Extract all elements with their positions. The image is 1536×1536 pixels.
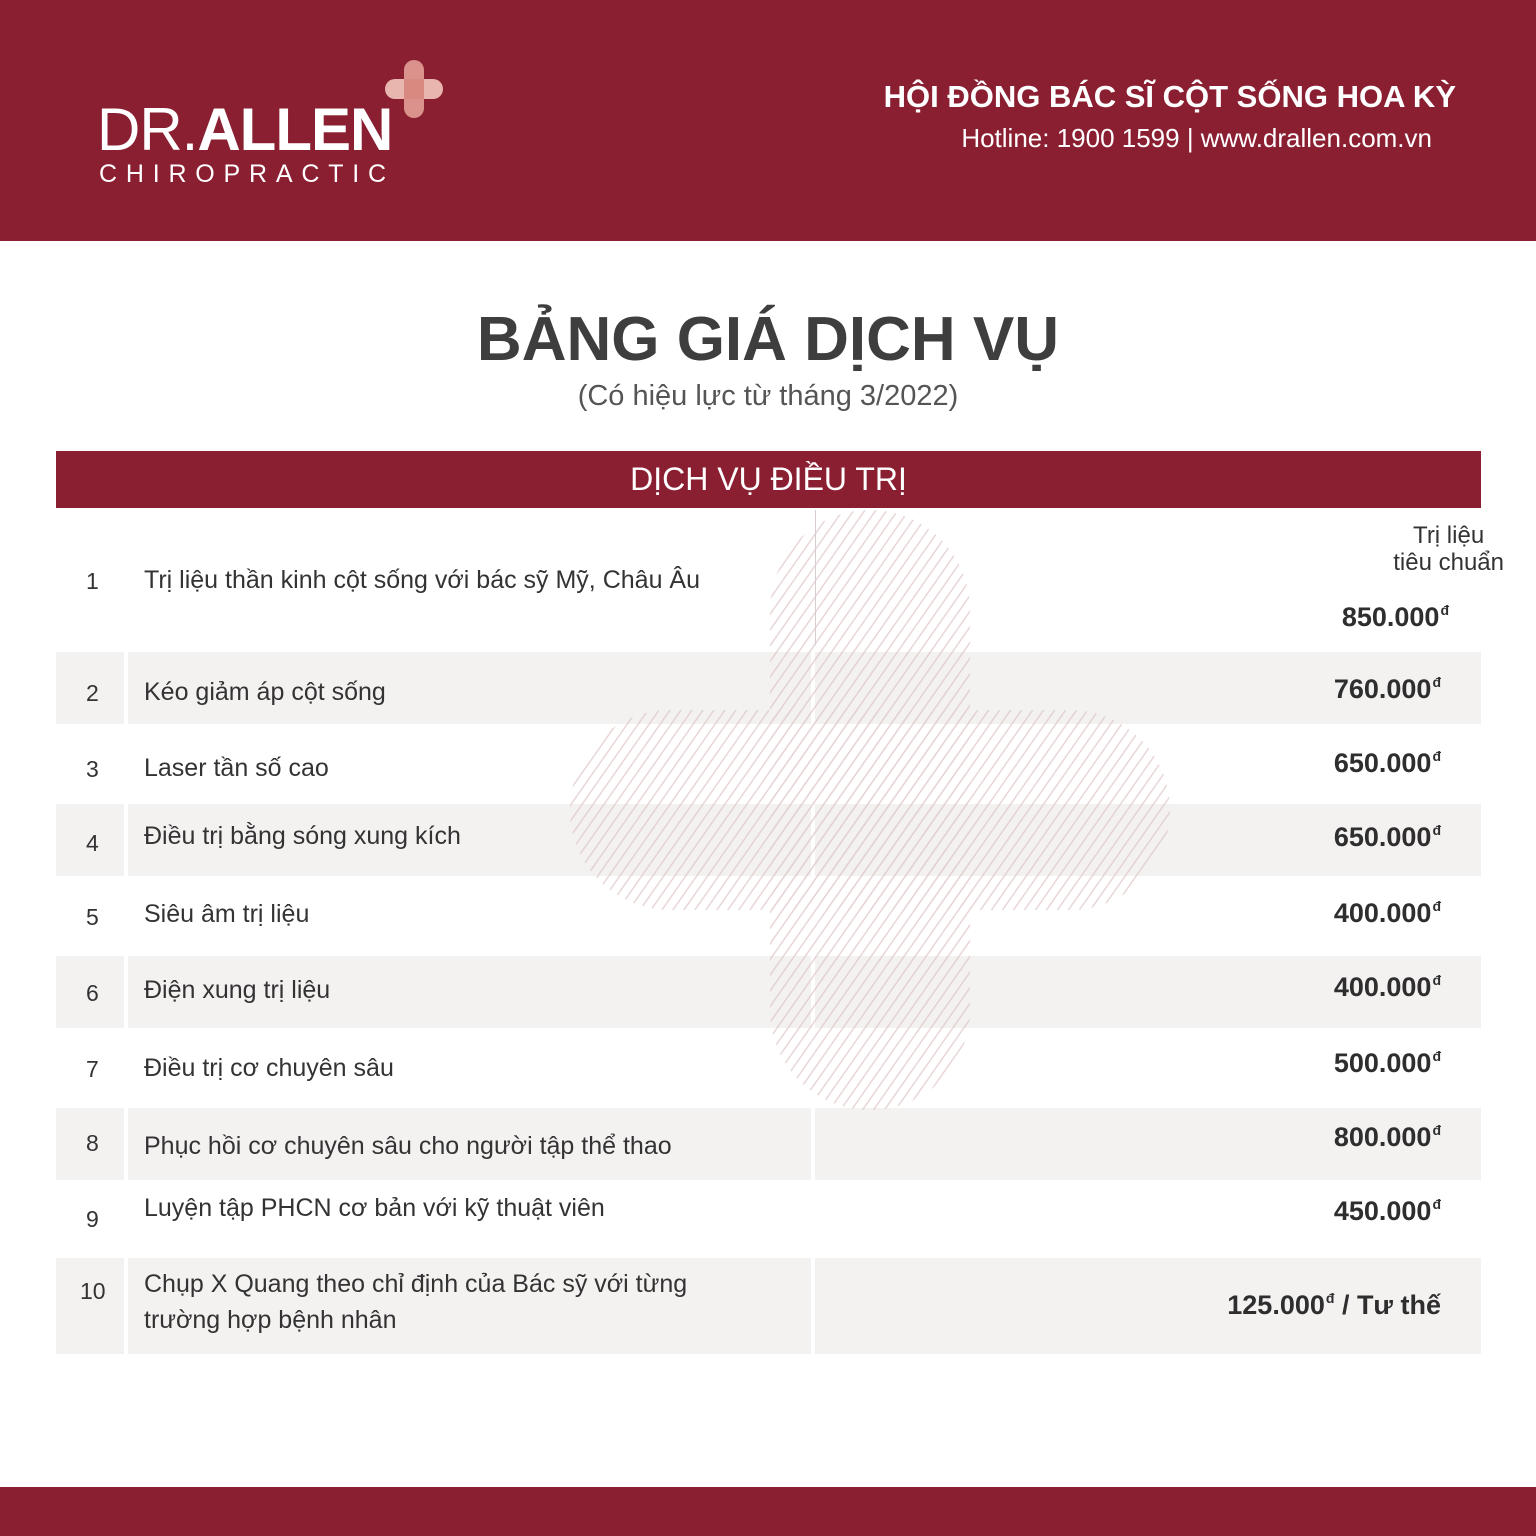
service-name: Điều trị bằng sóng xung kích xyxy=(144,822,461,850)
service-name: Điện xung trị liệu xyxy=(144,976,331,1004)
table-row xyxy=(56,1030,1481,1106)
table-row xyxy=(56,878,1481,954)
row-number: 4 xyxy=(86,830,99,856)
table-row xyxy=(56,1182,1481,1256)
row-number: 5 xyxy=(86,904,99,930)
service-price xyxy=(1334,1048,1441,1079)
row-number-cell xyxy=(56,1258,124,1354)
row-number: 10 xyxy=(80,1278,106,1304)
price-value: 125.000 xyxy=(1227,1290,1325,1320)
service-name: Phục hồi cơ chuyên sâu cho người tập thể thao xyxy=(144,1132,672,1160)
service-name-line1: Chụp X Quang theo chỉ định của Bác sỹ với từng xyxy=(144,1270,688,1298)
logo-prefix: DR. xyxy=(97,96,198,163)
price-value: 650.000 xyxy=(1333,748,1432,778)
standard-therapy-label-line1: Trị liệu xyxy=(1413,522,1485,549)
price-value: 450.000 xyxy=(1333,1196,1432,1226)
currency-symbol: đ xyxy=(1440,602,1449,618)
price-value: 500.000 xyxy=(1333,1048,1432,1078)
service-price xyxy=(1227,1290,1441,1321)
currency-symbol: đ xyxy=(1432,822,1441,838)
service-price xyxy=(1334,1122,1441,1153)
row-number: 6 xyxy=(86,980,99,1006)
row-number: 8 xyxy=(86,1130,99,1156)
service-price xyxy=(1334,748,1441,779)
service-price xyxy=(1334,972,1441,1003)
logo-name: ALLEN xyxy=(197,96,393,163)
price-value: 400.000 xyxy=(1333,972,1432,1002)
table-row xyxy=(56,1258,1481,1354)
footer-banner xyxy=(0,1487,1536,1536)
service-name: Kéo giảm áp cột sống xyxy=(144,678,386,706)
service-name: Laser tần số cao xyxy=(144,754,329,782)
currency-symbol: đ xyxy=(1432,1048,1441,1064)
row-number: 3 xyxy=(86,756,99,782)
table-row xyxy=(56,726,1481,802)
service-name: Trị liệu thần kinh cột sống với bác sỹ Mỹ, Châu Âu xyxy=(144,566,700,594)
table-row xyxy=(56,956,1481,1028)
service-name: Luyện tập PHCN cơ bản với kỹ thuật viên xyxy=(144,1194,605,1222)
service-price xyxy=(1334,674,1441,705)
table-row xyxy=(56,510,1481,650)
section-header: DỊCH VỤ ĐIỀU TRỊ xyxy=(56,451,1481,508)
service-name-line2: trường hợp bệnh nhân xyxy=(144,1306,397,1334)
service-price xyxy=(1334,822,1441,853)
service-price xyxy=(1334,898,1441,929)
header-banner xyxy=(0,0,1536,241)
organization-name: HỘI ĐỒNG BÁC SĨ CỘT SỐNG HOA KỲ xyxy=(883,79,1456,114)
price-value: 850.000 xyxy=(1341,602,1440,632)
currency-symbol: đ xyxy=(1432,972,1441,988)
brand-logo xyxy=(97,96,393,163)
service-price xyxy=(1342,602,1449,633)
currency-symbol: đ xyxy=(1432,1196,1441,1212)
currency-symbol: đ xyxy=(1325,1290,1335,1306)
page-title: BẢNG GIÁ DỊCH VỤ xyxy=(476,305,1060,374)
currency-symbol: đ xyxy=(1432,674,1441,690)
currency-symbol: đ xyxy=(1432,748,1441,764)
row-number: 2 xyxy=(86,680,99,706)
page-subtitle: (Có hiệu lực từ tháng 3/2022) xyxy=(577,380,959,412)
price-value: 760.000 xyxy=(1333,674,1432,704)
price-value: 650.000 xyxy=(1333,822,1432,852)
row-number: 7 xyxy=(86,1056,99,1082)
medical-cross-icon xyxy=(385,60,443,118)
table-row xyxy=(56,804,1481,876)
service-name xyxy=(144,1266,687,1338)
currency-symbol: đ xyxy=(1432,1122,1441,1138)
hotline-website: Hotline: 1900 1599 | www.drallen.com.vn xyxy=(961,123,1432,153)
table-row xyxy=(56,652,1481,724)
service-name: Điều trị cơ chuyên sâu xyxy=(144,1054,394,1082)
row-number: 1 xyxy=(86,568,99,594)
price-value: 400.000 xyxy=(1333,898,1432,928)
price-value: 800.000 xyxy=(1333,1122,1432,1152)
table-row xyxy=(56,1108,1481,1180)
logo-tagline: CHIROPRACTIC xyxy=(99,160,395,188)
service-name: Siêu âm trị liệu xyxy=(144,900,310,928)
price-unit: / Tư thế xyxy=(1334,1290,1441,1320)
price-cell-divider xyxy=(815,510,816,645)
standard-therapy-label-line2: tiêu chuẩn xyxy=(1393,549,1504,576)
service-price xyxy=(1334,1196,1441,1227)
currency-symbol: đ xyxy=(1432,898,1441,914)
row-number: 9 xyxy=(86,1206,99,1232)
